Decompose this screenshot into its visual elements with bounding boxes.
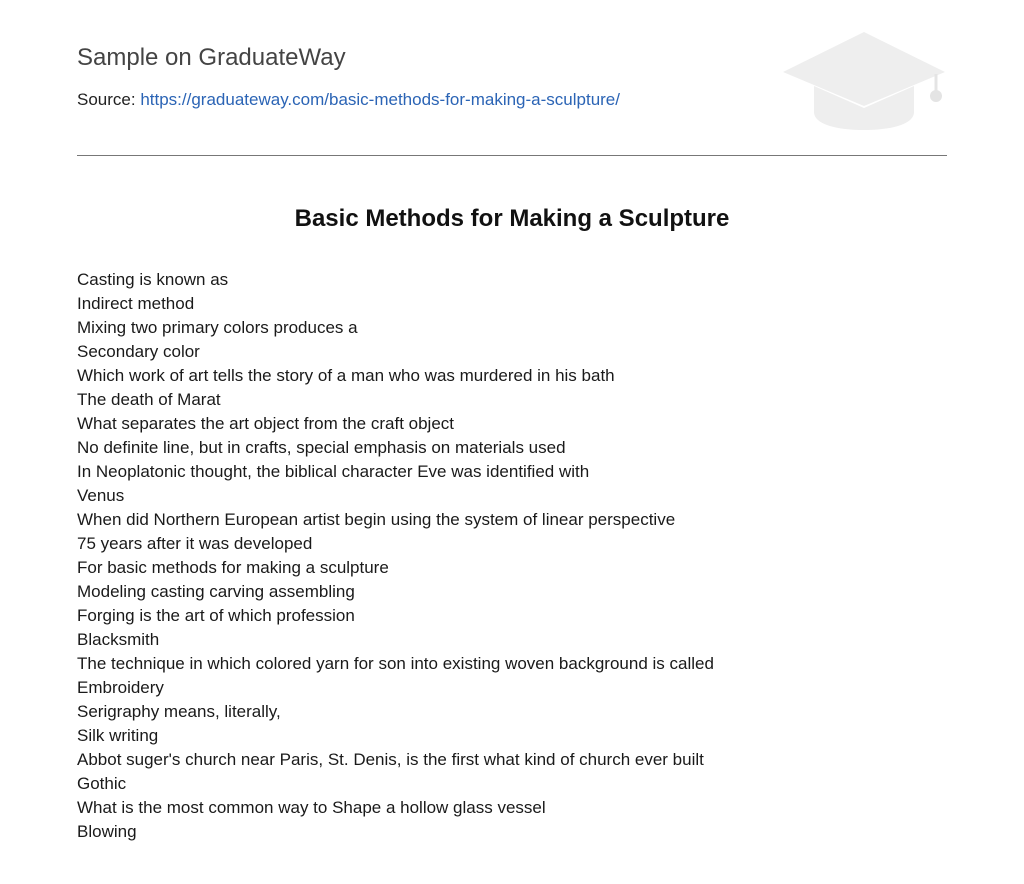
question-line: When did Northern European artist begin using the system of linear perspective bbox=[77, 510, 676, 529]
site-title: Sample on GraduateWay bbox=[77, 44, 346, 71]
answer-line: 75 years after it was developed bbox=[77, 534, 313, 553]
answer-line: The death of Marat bbox=[77, 390, 221, 409]
answer-line: Gothic bbox=[77, 774, 127, 793]
header-divider bbox=[77, 155, 947, 156]
answer-line: Indirect method bbox=[77, 294, 195, 313]
qa-list bbox=[77, 268, 957, 844]
question-line: Abbot suger's church near Paris, St. Denis, is the first what kind of church ever built bbox=[77, 750, 704, 769]
answer-line: Secondary color bbox=[77, 342, 200, 361]
source-link[interactable]: https://graduateway.com/basic-methods-for-making-a-sculpture/ bbox=[140, 90, 620, 109]
answer-line: No definite line, but in crafts, special emphasis on materials used bbox=[77, 438, 566, 457]
page-header bbox=[77, 0, 947, 156]
graduation-cap-icon bbox=[781, 30, 947, 132]
question-line: Casting is known as bbox=[77, 270, 229, 289]
question-line: For basic methods for making a sculpture bbox=[77, 558, 389, 577]
answer-line: Blacksmith bbox=[77, 630, 160, 649]
question-line: Forging is the art of which profession bbox=[77, 606, 355, 625]
question-line: Serigraphy means, literally, bbox=[77, 702, 281, 721]
answer-line: Silk writing bbox=[77, 726, 159, 745]
source-line bbox=[77, 90, 620, 110]
question-line: What is the most common way to Shape a hollow glass vessel bbox=[77, 798, 546, 817]
answer-line: Venus bbox=[77, 486, 125, 505]
question-line: The technique in which colored yarn for son into existing woven background is called bbox=[77, 654, 714, 673]
document-title: Basic Methods for Making a Sculpture bbox=[294, 205, 730, 232]
question-line: In Neoplatonic thought, the biblical character Eve was identified with bbox=[77, 462, 590, 481]
source-label: Source: bbox=[77, 90, 136, 109]
question-line: Mixing two primary colors produces a bbox=[77, 318, 358, 337]
question-line: What separates the art object from the craft object bbox=[77, 414, 455, 433]
answer-line: Embroidery bbox=[77, 678, 164, 697]
question-line: Which work of art tells the story of a man who was murdered in his bath bbox=[77, 366, 615, 385]
answer-line: Blowing bbox=[77, 822, 137, 841]
answer-line: Modeling casting carving assembling bbox=[77, 582, 355, 601]
